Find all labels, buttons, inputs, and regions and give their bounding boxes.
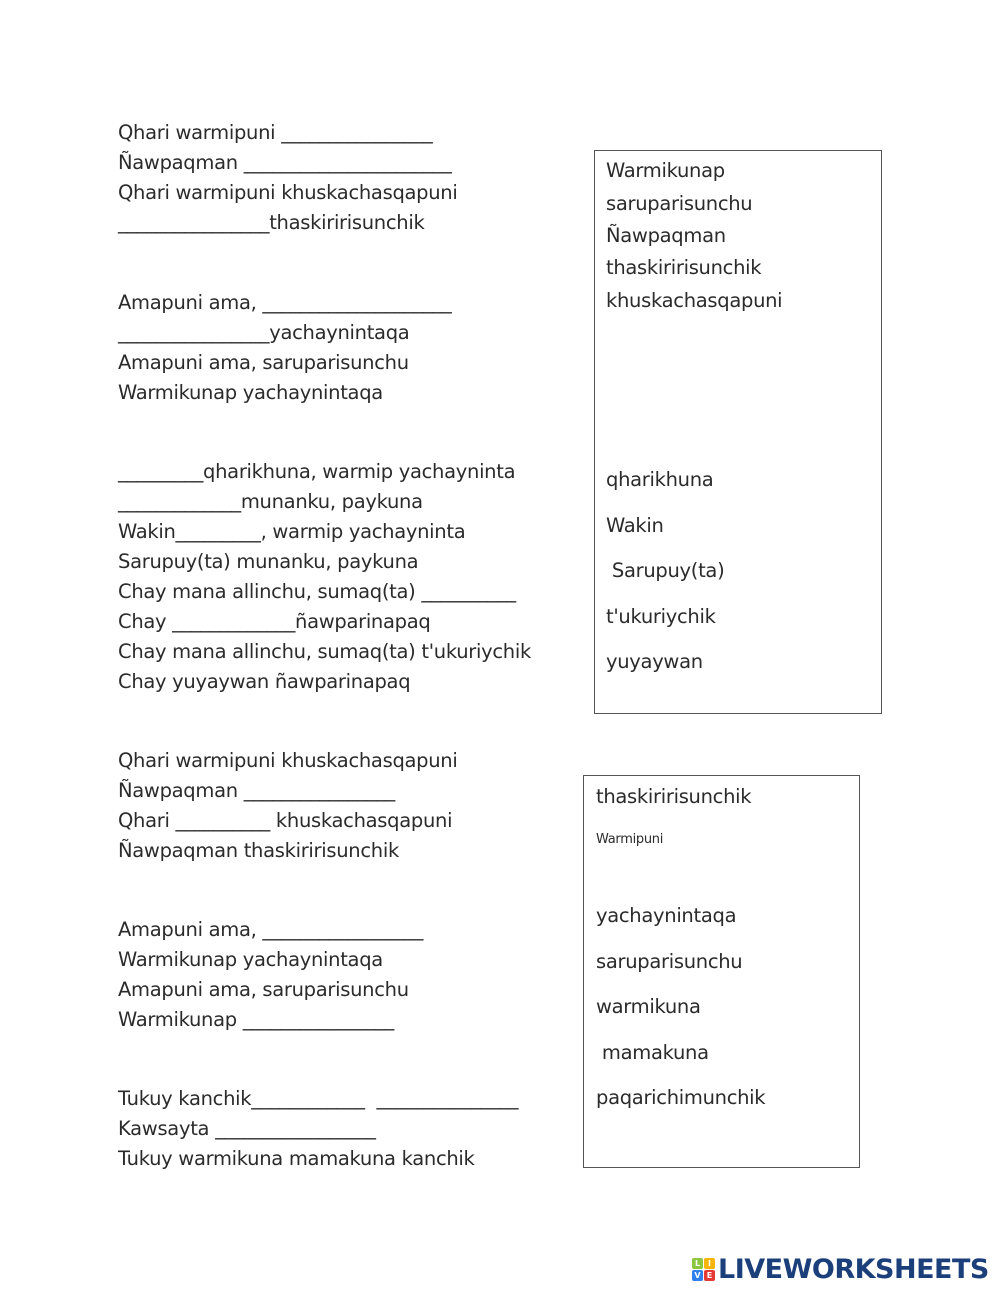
word-bank-item: qharikhuna <box>606 468 714 491</box>
line: Tukuy warmikuna mamakuna kanchik <box>118 1147 475 1170</box>
word-bank-item: Sarupuy(ta) <box>606 559 725 582</box>
line: Amapuni ama, saruparisunchu <box>118 978 409 1001</box>
line: Amapuni ama, ____________________ <box>118 291 452 314</box>
line: Qhari warmipuni khuskachasqapuni <box>118 749 458 772</box>
line: Chay _____________ñawparinapaq <box>118 610 431 633</box>
word-bank-item: mamakuna <box>596 1041 709 1064</box>
word-bank-item: thaskiririsunchik <box>606 256 762 279</box>
word-bank-item: thaskiririsunchik <box>596 785 752 808</box>
line: Wakin_________, warmip yachayninta <box>118 520 466 543</box>
line: _____________munanku, paykuna <box>118 490 423 513</box>
word-bank-item: t'ukuriychik <box>606 605 716 628</box>
line: Qhari __________ khuskachasqapuni <box>118 809 453 832</box>
word-bank-item: saruparisunchu <box>606 192 753 215</box>
logo-letter: L <box>692 1258 703 1269</box>
logo-letter: V <box>692 1270 703 1281</box>
liveworksheets-logo <box>692 1254 989 1285</box>
line: Qhari warmipuni ________________ <box>118 121 433 144</box>
line: Amapuni ama, _________________ <box>118 918 424 941</box>
line: Kawsayta _________________ <box>118 1117 376 1140</box>
line: Warmikunap yachaynintaqa <box>118 948 383 971</box>
logo-text: LIVEWORKSHEETS <box>718 1254 989 1285</box>
line: Amapuni ama, saruparisunchu <box>118 351 409 374</box>
line: ________________thaskiririsunchik <box>118 211 425 234</box>
word-bank-item: saruparisunchu <box>596 950 743 973</box>
line: Chay mana allinchu, sumaq(ta) __________ <box>118 580 516 603</box>
word-bank-item: yachaynintaqa <box>596 904 737 927</box>
logo-letter: E <box>704 1270 715 1281</box>
line: Chay yuyaywan ñawparinapaq <box>118 670 411 693</box>
word-bank-item: khuskachasqapuni <box>606 289 783 312</box>
line: Ñawpaqman ________________ <box>118 779 395 802</box>
logo-letter: I <box>704 1258 715 1269</box>
line: _________qharikhuna, warmip yachayninta <box>118 460 516 483</box>
line: Qhari warmipuni khuskachasqapuni <box>118 181 458 204</box>
word-bank-item: Warmipuni <box>596 832 664 847</box>
line: Ñawpaqman thaskiririsunchik <box>118 839 399 862</box>
line: Ñawpaqman ______________________ <box>118 151 452 174</box>
logo-cube-icon <box>692 1258 715 1281</box>
word-bank-item: paqarichimunchik <box>596 1086 766 1109</box>
line: Warmikunap yachaynintaqa <box>118 381 383 404</box>
line: Warmikunap ________________ <box>118 1008 394 1031</box>
line: Tukuy kanchik____________ _______________ <box>118 1087 519 1110</box>
word-bank-item: warmikuna <box>596 995 701 1018</box>
word-bank-item: Warmikunap <box>606 159 725 182</box>
word-bank-item: Ñawpaqman <box>606 224 726 247</box>
line: Sarupuy(ta) munanku, paykuna <box>118 550 419 573</box>
word-bank-item: Wakin <box>606 514 664 537</box>
line: ________________yachaynintaqa <box>118 321 410 344</box>
line: Chay mana allinchu, sumaq(ta) t'ukuriychik <box>118 640 531 663</box>
word-bank-item: yuyaywan <box>606 650 703 673</box>
